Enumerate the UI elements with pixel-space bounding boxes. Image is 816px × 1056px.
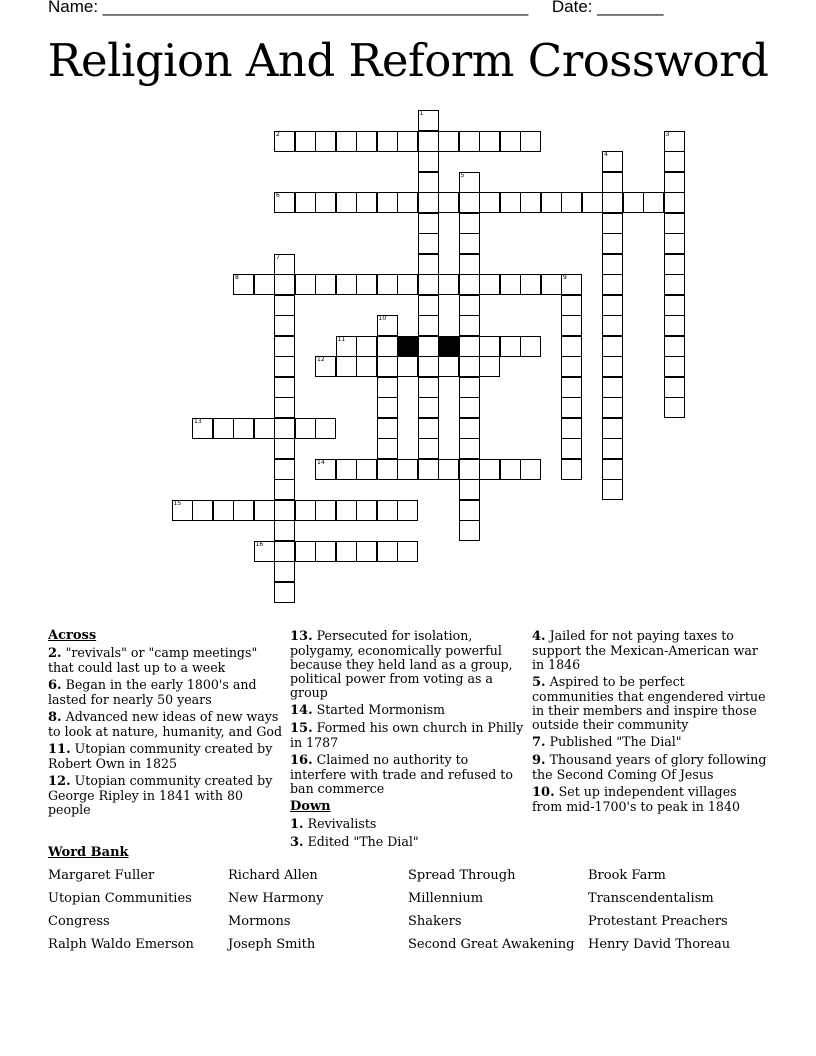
grid-cell[interactable] [336,131,357,152]
grid-cell[interactable] [602,438,623,459]
grid-cell[interactable] [561,192,582,213]
across-heading: Across [48,628,97,643]
grid-cell[interactable] [500,131,521,152]
grid-cell[interactable] [602,254,623,275]
grid-cell[interactable] [438,131,459,152]
grid-cell[interactable] [254,418,275,439]
grid-cell[interactable] [274,418,295,439]
grid-cell[interactable] [356,131,377,152]
grid-cell[interactable] [315,192,336,213]
grid-cell[interactable] [459,520,480,541]
grid-cell[interactable] [418,213,439,234]
grid-cell[interactable] [602,295,623,316]
grid-cell[interactable] [356,274,377,295]
grid-cell[interactable] [233,418,254,439]
grid-cell[interactable] [500,274,521,295]
grid-cell[interactable] [315,500,336,521]
grid-cell[interactable] [459,233,480,254]
grid-cell[interactable] [274,582,295,603]
grid-cell[interactable] [418,377,439,398]
grid-cell[interactable] [602,213,623,234]
grid-cell[interactable] [274,315,295,336]
grid-cell[interactable] [192,500,213,521]
grid-cell[interactable] [664,131,685,152]
clue-across-14: 14. Started Mormonism [290,702,446,718]
grid-cell[interactable] [315,418,336,439]
grid-cell[interactable] [274,500,295,521]
grid-cell[interactable] [479,356,500,377]
grid-cell[interactable] [561,336,582,357]
grid-cell[interactable] [459,500,480,521]
word-bank-item: New Harmony [228,891,324,906]
grid-block [397,336,418,357]
grid-cell[interactable] [377,459,398,480]
grid-cell[interactable] [520,459,541,480]
grid-cell[interactable] [397,274,418,295]
grid-cell[interactable] [336,459,357,480]
clue-down-1: 1. Revivalists [290,816,377,832]
clue-number: 1 [419,110,424,117]
grid-cell[interactable] [459,131,480,152]
grid-cell[interactable] [295,500,316,521]
grid-cell[interactable] [459,192,480,213]
grid-cell[interactable] [336,336,357,357]
grid-cell[interactable] [664,274,685,295]
clue-number: 8 [235,274,239,281]
grid-cell[interactable] [397,131,418,152]
grid-cell[interactable] [192,418,213,439]
grid-cell[interactable] [377,418,398,439]
clue-number: 5 [460,171,465,179]
grid-cell[interactable] [541,274,562,295]
grid-cell[interactable] [315,131,336,152]
grid-cell[interactable] [233,500,254,521]
grid-cell[interactable] [274,438,295,459]
grid-cell[interactable] [377,500,398,521]
grid-cell[interactable] [377,131,398,152]
grid-cell[interactable] [418,151,439,172]
grid-cell[interactable] [233,274,254,295]
grid-cell[interactable] [479,192,500,213]
grid-cell[interactable] [561,397,582,418]
clue-down-10: 10. Set up independent villages from mid-1700's to peak in 1840 [532,784,740,814]
grid-cell[interactable] [397,356,418,377]
grid-cell[interactable] [664,356,685,377]
grid-cell[interactable] [336,192,357,213]
grid-cell[interactable] [561,438,582,459]
clue-across-11: 11. Utopian community created by Robert Own in 1825 [48,741,273,771]
word-bank-item: Joseph Smith [228,937,316,952]
grid-cell[interactable] [582,192,603,213]
grid-cell[interactable] [418,438,439,459]
grid-cell[interactable] [377,377,398,398]
grid-cell[interactable] [459,356,480,377]
grid-cell[interactable] [418,233,439,254]
word-bank-item: Spread Through [408,868,516,883]
word-bank-item: Margaret Fuller [48,868,155,883]
grid-cell[interactable] [274,541,295,562]
word-bank-item: Brook Farm [588,868,666,883]
grid-cell[interactable] [397,192,418,213]
grid-cell[interactable] [459,295,480,316]
grid-cell[interactable] [274,561,295,582]
grid-cell[interactable] [377,336,398,357]
clue-across-15: 15. Formed his own church in Philly in 1787 [290,720,524,750]
grid-cell[interactable] [602,377,623,398]
word-bank-item: Millennium [408,891,484,906]
grid-cell[interactable] [459,479,480,500]
clue-across-13: 13. Persecuted for isolation, polygamy, economically powerful because they held land as a group, political power from voting as a group [290,628,513,700]
grid-cell[interactable] [500,192,521,213]
grid-cell[interactable] [664,377,685,398]
grid-cell[interactable] [602,336,623,357]
grid-cell[interactable] [561,356,582,377]
grid-cell[interactable] [602,233,623,254]
grid-cell[interactable] [397,500,418,521]
grid-cell[interactable] [336,274,357,295]
grid-cell[interactable] [377,192,398,213]
grid-cell[interactable] [336,541,357,562]
grid-cell[interactable] [315,459,336,480]
grid-cell[interactable] [274,520,295,541]
grid-cell[interactable] [356,541,377,562]
grid-cell[interactable] [479,131,500,152]
grid-cell[interactable] [602,479,623,500]
word-bank-item: Richard Allen [228,868,318,883]
grid-cell[interactable] [520,131,541,152]
grid-cell[interactable] [664,336,685,357]
clue-number: 11 [337,335,346,343]
grid-cell[interactable] [664,192,685,213]
clue-number: 6 [276,192,280,199]
grid-cell[interactable] [356,459,377,480]
grid-cell[interactable] [418,295,439,316]
grid-cell[interactable] [172,500,193,521]
grid-cell[interactable] [459,336,480,357]
grid-cell[interactable] [664,151,685,172]
grid-cell[interactable] [561,459,582,480]
grid-cell[interactable] [418,459,439,480]
grid-cell[interactable] [602,274,623,295]
grid-cell[interactable] [438,192,459,213]
word-bank-item: Henry David Thoreau [588,937,731,952]
grid-cell[interactable] [356,500,377,521]
grid-cell[interactable] [418,110,439,131]
clue-down-7: 7. Published "The Dial" [532,734,682,750]
clue-down-5: 5. Aspired to be perfect communities that engendered virtue in their members and inspire those outside their community [532,674,766,732]
grid-cell[interactable] [664,172,685,193]
clue-down-3: 3. Edited "The Dial" [290,834,419,850]
grid-cell[interactable] [315,356,336,377]
grid-cell[interactable] [541,192,562,213]
grid-cell[interactable] [459,397,480,418]
clue-across-12: 12. Utopian community created by George Ripley in 1841 with 80 people [48,773,273,817]
clue-number: 4 [604,151,608,158]
word-bank-item: Mormons [228,914,291,929]
clue-across-2: 2. "revivals" or "camp meetings" that could last up to a week [48,645,258,675]
clue-number: 14 [317,458,325,466]
grid-cell[interactable] [274,274,295,295]
grid-cell[interactable] [213,418,234,439]
grid-cell[interactable] [459,274,480,295]
grid-cell[interactable] [254,500,275,521]
grid-cell[interactable] [418,192,439,213]
grid-cell[interactable] [274,336,295,357]
clue-across-8: 8. Advanced new ideas of new ways to look at nature, humanity, and God [48,709,283,739]
grid-cell[interactable] [643,192,664,213]
grid-cell[interactable] [479,336,500,357]
grid-cell[interactable] [295,274,316,295]
grid-cell[interactable] [336,356,357,377]
grid-cell[interactable] [664,254,685,275]
grid-cell[interactable] [664,213,685,234]
grid-cell[interactable] [438,356,459,377]
word-bank-title: Word Bank [48,845,129,860]
grid-cell[interactable] [254,274,275,295]
grid-cell[interactable] [602,418,623,439]
grid-cell[interactable] [459,315,480,336]
grid-cell[interactable] [418,172,439,193]
grid-cell[interactable] [602,459,623,480]
grid-cell[interactable] [397,541,418,562]
grid-cell[interactable] [479,459,500,480]
grid-cell[interactable] [418,397,439,418]
word-bank-item: Transcendentalism [588,891,714,906]
grid-cell[interactable] [274,459,295,480]
grid-cell[interactable] [520,192,541,213]
word-bank-item: Shakers [408,914,462,929]
grid-cell[interactable] [459,377,480,398]
grid-cell[interactable] [561,418,582,439]
grid-cell[interactable] [459,418,480,439]
clue-number: 3 [665,130,670,138]
grid-cell[interactable] [561,377,582,398]
grid-cell[interactable] [602,397,623,418]
word-bank-item: Protestant Preachers [588,914,728,929]
grid-cell[interactable] [377,397,398,418]
grid-cell[interactable] [561,315,582,336]
grid-cell[interactable] [274,356,295,377]
grid-cell[interactable] [274,397,295,418]
grid-cell[interactable] [377,541,398,562]
grid-cell[interactable] [459,438,480,459]
grid-cell[interactable] [336,500,357,521]
grid-cell[interactable] [377,438,398,459]
grid-cell[interactable] [602,315,623,336]
grid-cell[interactable] [602,172,623,193]
page-title: Religion And Reform Crossword [47,34,769,87]
grid-cell[interactable] [213,500,234,521]
name-date-line: Name: _____________________________________________ Date: _______ [48,0,664,16]
grid-cell[interactable] [418,418,439,439]
clue-number: 9 [563,274,567,281]
grid-cell[interactable] [315,541,336,562]
grid-cell[interactable] [602,192,623,213]
grid-cell[interactable] [295,131,316,152]
word-bank-item: Second Great Awakening [408,937,575,952]
down-heading: Down [290,799,331,814]
word-bank-item: Utopian Communities [48,891,192,906]
clue-across-16: 16. Claimed no authority to interfere with trade and refused to ban commerce [290,752,513,796]
grid-cell[interactable] [664,315,685,336]
clue-number: 16 [255,540,264,548]
grid-cell[interactable] [274,131,295,152]
grid-cell[interactable] [356,192,377,213]
grid-cell[interactable] [459,172,480,193]
grid-cell[interactable] [274,192,295,213]
clue-number: 15 [173,499,182,507]
grid-cell[interactable] [274,295,295,316]
grid-cell[interactable] [561,295,582,316]
grid-cell[interactable] [602,356,623,377]
grid-cell[interactable] [295,541,316,562]
grid-block [438,336,459,357]
clue-down-9: 9. Thousand years of glory following the Second Coming Of Jesus [532,752,767,782]
grid-cell[interactable] [438,274,459,295]
grid-cell[interactable] [356,336,377,357]
grid-cell[interactable] [274,479,295,500]
clue-number: 2 [276,130,280,138]
grid-cell[interactable] [561,274,582,295]
clue-column-3 [532,629,768,817]
word-bank-item: Congress [48,914,110,929]
clue-number: 7 [276,253,280,261]
grid-cell[interactable] [397,459,418,480]
grid-cell[interactable] [664,233,685,254]
grid-cell[interactable] [254,541,275,562]
grid-cell[interactable] [500,459,521,480]
grid-cell[interactable] [664,397,685,418]
clue-number: 10 [378,315,387,322]
grid-cell[interactable] [274,377,295,398]
grid-cell[interactable] [377,315,398,336]
grid-cell[interactable] [295,192,316,213]
grid-cell[interactable] [479,274,500,295]
grid-cell[interactable] [500,336,521,357]
grid-cell[interactable] [356,356,377,377]
grid-cell[interactable] [418,315,439,336]
grid-cell[interactable] [274,254,295,275]
grid-cell[interactable] [459,213,480,234]
grid-cell[interactable] [623,192,644,213]
clue-across-6: 6. Began in the early 1800's and lasted for nearly 50 years [48,677,257,707]
clue-number: 12 [317,356,325,363]
clue-down-4: 4. Jailed for not paying taxes to support the Mexican-American war in 1846 [532,628,758,672]
grid-cell[interactable] [295,418,316,439]
grid-cell[interactable] [315,274,336,295]
word-bank-item: Ralph Waldo Emerson [48,937,194,952]
grid-cell[interactable] [377,356,398,377]
clue-number: 13 [194,417,202,425]
grid-cell[interactable] [418,274,439,295]
grid-cell[interactable] [459,459,480,480]
grid-cell[interactable] [664,295,685,316]
grid-cell[interactable] [520,336,541,357]
grid-cell[interactable] [377,274,398,295]
clue-column-2 [290,629,526,853]
grid-cell[interactable] [418,356,439,377]
grid-cell[interactable] [418,336,439,357]
grid-cell[interactable] [602,151,623,172]
grid-cell[interactable] [418,254,439,275]
grid-cell[interactable] [520,274,541,295]
grid-cell[interactable] [418,131,439,152]
clue-column-1 [48,629,284,820]
grid-cell[interactable] [459,254,480,275]
grid-cell[interactable] [438,459,459,480]
